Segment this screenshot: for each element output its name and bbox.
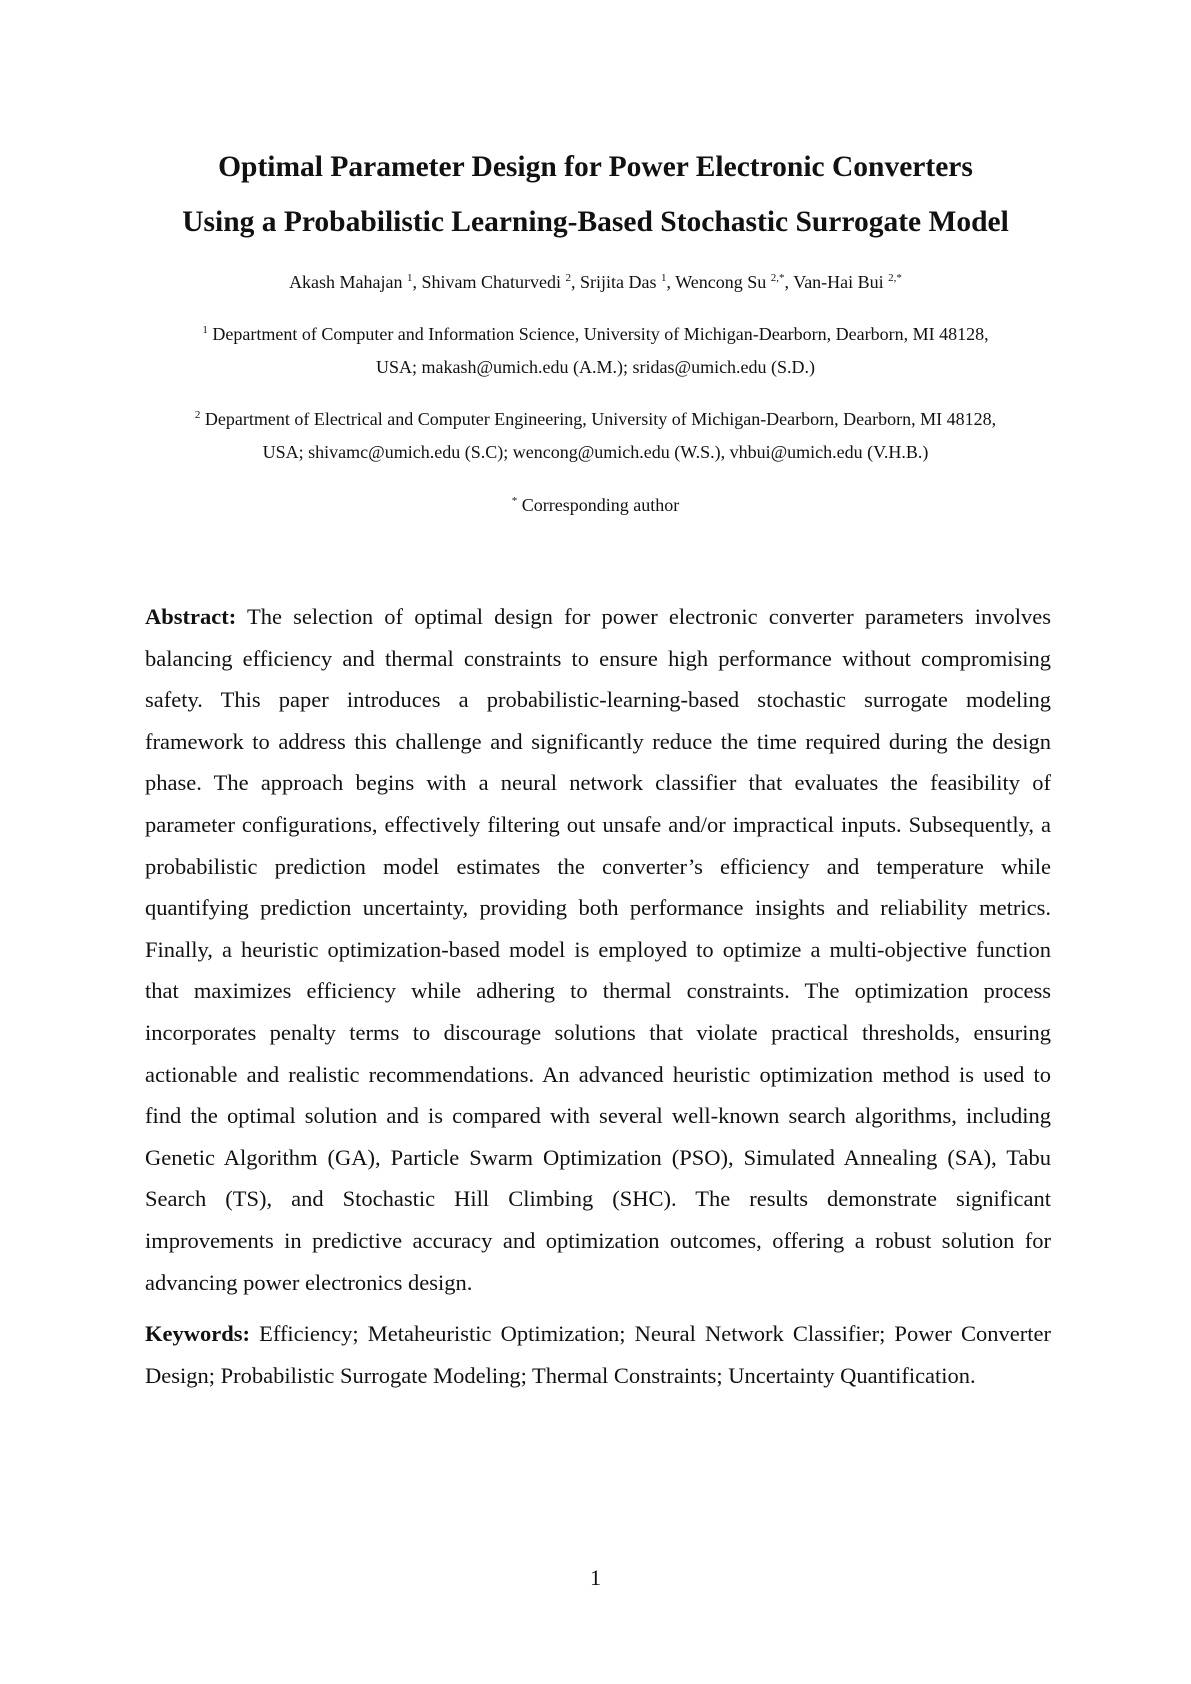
abstract <box>145 596 1051 1303</box>
keywords-text: Efficiency; Metaheuristic Optimization; Neural Network Classifier; Power Converter Design; Probabilistic Surrogate Modeling; Thermal Constraints; Uncertainty Quantification. <box>145 1321 1051 1388</box>
author-list <box>100 270 1091 294</box>
affiliation-text: Department of Computer and Information Science, University of Michigan-Dearborn, Dearborn, MI 48128, <box>207 324 989 344</box>
author: Akash Mahajan $^1$, <box>289 272 422 292</box>
paper-title <box>100 140 1091 250</box>
corresponding-author-note: * Corresponding author <box>511 495 680 515</box>
affiliation-emails: USA; shivamc@umich.edu (S.C); wencong@umich.edu (W.S.), vhbui@umich.edu (V.H.B.) <box>262 442 929 462</box>
author: Srijita Das $^1$, <box>580 272 676 292</box>
affiliation-2 <box>130 403 1061 469</box>
affiliation-marker: 1 <box>202 324 208 336</box>
keywords-label: Keywords: <box>145 1321 250 1346</box>
affiliation-emails: USA; makash@umich.edu (A.M.); sridas@umich.edu (S.D.) <box>375 357 816 377</box>
author: Van-Hai Bui $^{2,*}$ <box>793 272 902 292</box>
title-line-2: Using a Probabilistic Learning-Based Stochastic Surrogate Model <box>182 206 1009 238</box>
author: Shivam Chaturvedi $^2$, <box>421 272 581 292</box>
affiliation-marker: 2 <box>194 409 201 421</box>
affiliation-text: Department of Electrical and Computer Engineering, University of Michigan-Dearborn, Dearborn, MI 48128, <box>200 409 997 429</box>
abstract-text: The selection of optimal design for power electronic converter parameters involves balancing efficiency and thermal constraints to ensure high performance without compromising safety. This paper introduces a probabilistic-learning-based stochastic surrogate modeling framework to address this challenge and significantly reduce the time required during the design phase. The approach begins with a neural network classifier that evaluates the feasibility of parameter configurations, effectively filtering out unsafe and/or impractical inputs. Subsequently, a probabilistic prediction model estimates the converter’s efficiency and temperature while quantifying prediction uncertainty, providing both performance insights and reliability metrics. Finally, a heuristic optimization-based model is employed to optimize a multi-objective function that maximizes efficiency while adhering to thermal constraints. The optimization process incorporates penalty terms to discourage solutions that violate practical thresholds, ensuring actionable and realistic recommendations. An advanced heuristic optimization method is used to find the optimal solution and is compared with several well-known search algorithms, including Genetic Algorithm (GA), Particle Swarm Optimization (PSO), Simulated Annealing (SA), Tabu Search (TS), and Stochastic Hill Climbing (SHC). The results demonstrate significant improvements in predictive accuracy and optimization outcomes, offering a robust solution for advancing power electronics design. <box>145 604 1051 1295</box>
abstract-label: Abstract: <box>145 604 237 629</box>
title-line-1: Optimal Parameter Design for Power Electronic Converters <box>218 151 973 183</box>
page-number: 1 <box>590 1565 601 1590</box>
affiliation-1 <box>130 318 1061 384</box>
keywords <box>145 1313 1051 1396</box>
author: Wencong Su $^{2,*}$, <box>675 272 794 292</box>
